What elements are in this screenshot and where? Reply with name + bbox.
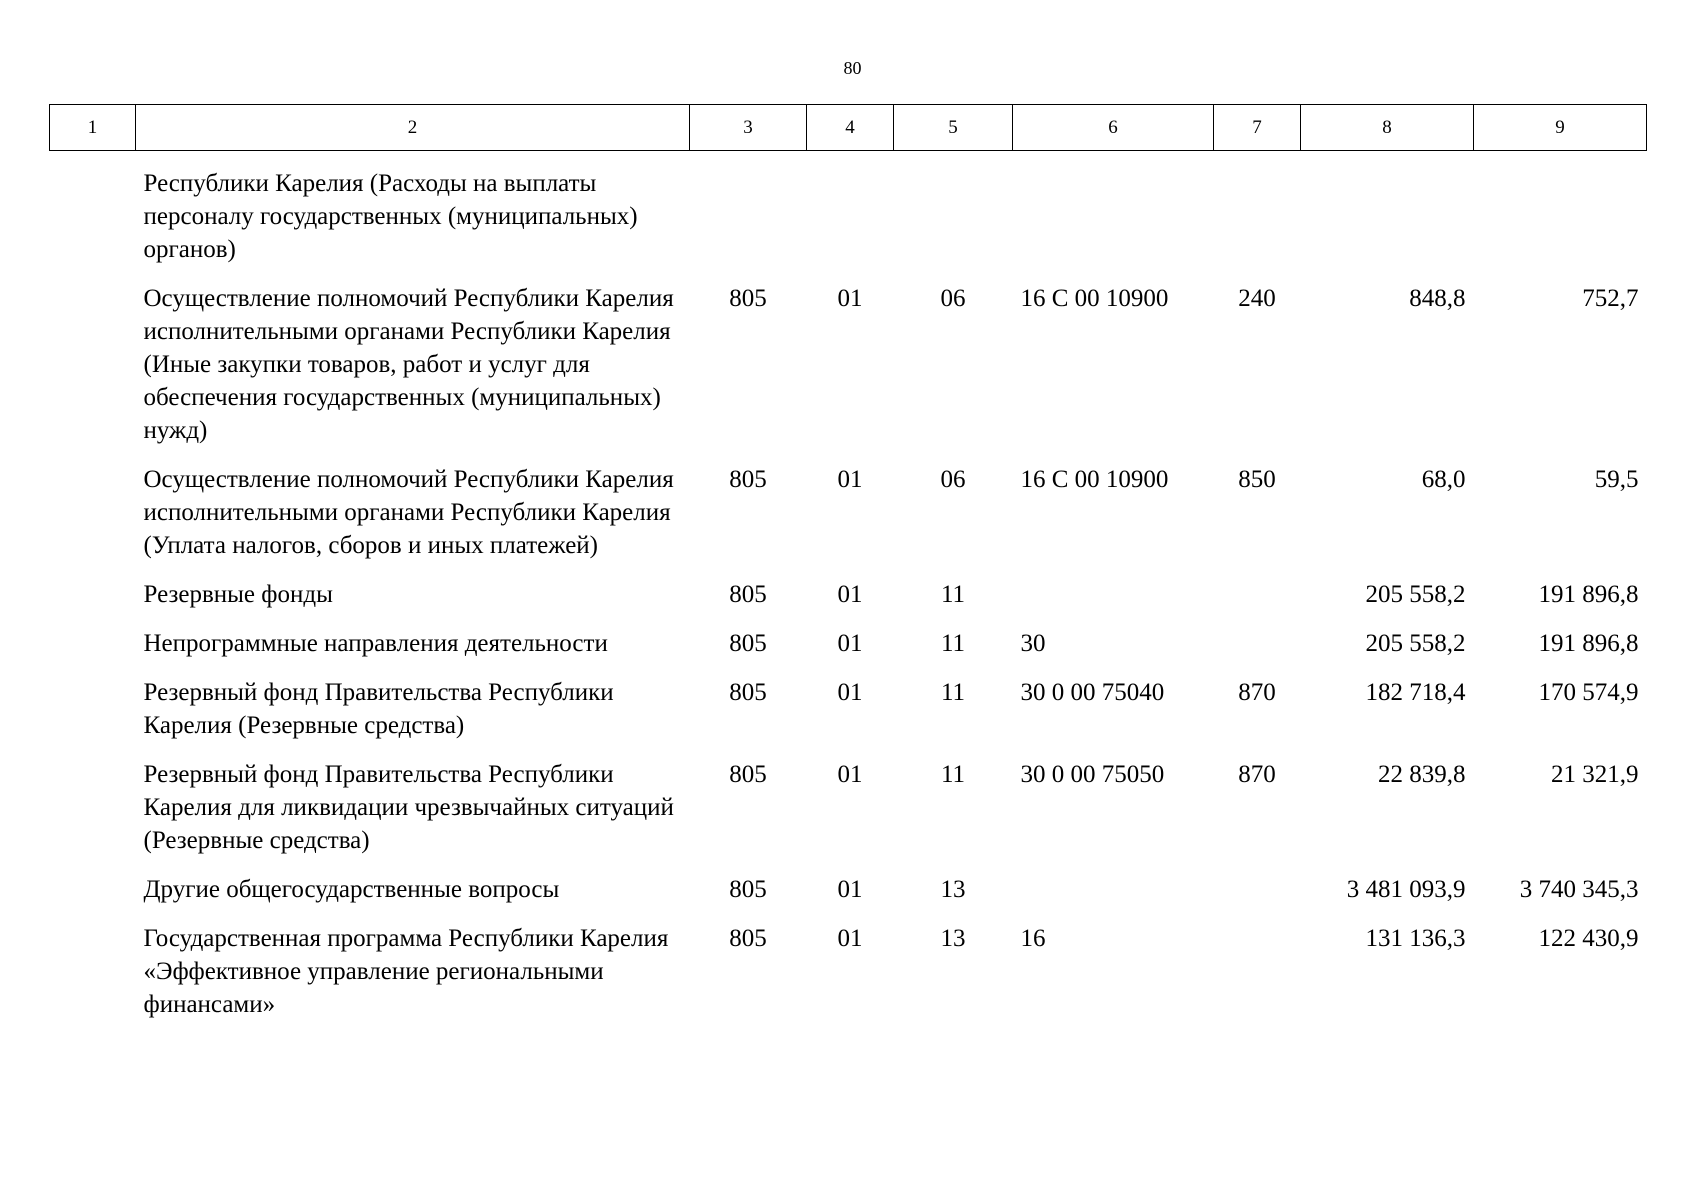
row-col-1 (50, 873, 136, 906)
row-col-1 (50, 282, 136, 447)
column-header-5: 5 (894, 105, 1013, 151)
row-target-article: 16 С 00 10900 (1020, 285, 1169, 312)
row-amount-2: 59,5 (1594, 466, 1639, 493)
row-expense-type (1214, 627, 1301, 660)
row-amount-1: 182 718,4 (1365, 679, 1466, 706)
table-row (50, 463, 1647, 562)
row-col-1 (50, 676, 136, 742)
row-section: 01 (837, 581, 863, 608)
row-amount-2: 122 430,9 (1538, 925, 1639, 952)
row-name: Осуществление полномочий Республики Карелия исполнительными органами Республики Карелия (Иные закупки товаров, работ и услуг для обеспечения государственных (муниципальных) нужд) (143, 285, 674, 444)
row-expense-type (1214, 578, 1301, 611)
row-col-1 (50, 463, 136, 562)
column-header-6: 6 (1013, 105, 1214, 151)
row-amount-1: 131 136,3 (1365, 925, 1466, 952)
row-ministry-code: 805 (729, 925, 767, 952)
row-amount-2: 191 896,8 (1538, 581, 1639, 608)
row-amount-1: 22 839,8 (1378, 761, 1466, 788)
row-col-1 (50, 167, 136, 266)
row-ministry-code: 805 (729, 761, 767, 788)
row-subsection: 11 (940, 679, 966, 706)
row-name: Непрограммные направления деятельности (143, 630, 608, 657)
row-amount-2: 170 574,9 (1538, 679, 1639, 706)
row-subsection: 11 (940, 581, 966, 608)
row-name: Другие общегосударственные вопросы (143, 876, 560, 903)
row-section: 01 (837, 761, 863, 788)
row-target-article (1013, 167, 1214, 266)
row-section: 01 (837, 630, 863, 657)
row-expense-type: 240 (1238, 285, 1276, 312)
row-subsection: 11 (940, 761, 966, 788)
row-amount-2: 21 321,9 (1551, 761, 1639, 788)
row-amount-2: 3 740 345,3 (1519, 876, 1639, 903)
budget-table (49, 104, 1647, 1021)
column-number-header-row (50, 105, 1647, 151)
column-header-2: 2 (136, 105, 690, 151)
column-header-3: 3 (690, 105, 807, 151)
row-section: 01 (837, 876, 863, 903)
table-row (50, 578, 1647, 611)
table-row (50, 758, 1647, 857)
column-header-4: 4 (807, 105, 894, 151)
row-expense-type (1214, 873, 1301, 906)
row-ministry-code (690, 167, 807, 266)
row-section: 01 (837, 466, 863, 493)
column-header-9: 9 (1474, 105, 1647, 151)
row-amount-2: 191 896,8 (1538, 630, 1639, 657)
column-header-1: 1 (50, 105, 136, 151)
row-ministry-code: 805 (729, 285, 767, 312)
row-target-article (1013, 578, 1214, 611)
row-ministry-code: 805 (729, 581, 767, 608)
row-subsection: 13 (940, 925, 966, 952)
table-row (50, 873, 1647, 906)
row-ministry-code: 805 (729, 679, 767, 706)
row-amount-2 (1474, 167, 1647, 266)
row-col-1 (50, 627, 136, 660)
row-expense-type: 850 (1238, 466, 1276, 493)
page-number: 80 (843, 58, 862, 78)
row-ministry-code: 805 (729, 876, 767, 903)
row-target-article (1013, 873, 1214, 906)
table-row (50, 167, 1647, 266)
row-amount-1: 3 481 093,9 (1346, 876, 1466, 903)
row-amount-1: 848,8 (1409, 285, 1466, 312)
row-name: Резервные фонды (143, 581, 333, 608)
row-subsection (894, 167, 1013, 266)
row-name: Резервный фонд Правительства Республики Карелия для ликвидации чрезвычайных ситуаций (Резервные средства) (143, 761, 674, 854)
row-target-article: 16 (1020, 925, 1046, 952)
row-amount-1: 205 558,2 (1365, 630, 1466, 657)
row-expense-type (1214, 167, 1301, 266)
row-section (807, 167, 894, 266)
row-section: 01 (837, 285, 863, 312)
row-target-article: 30 0 00 75040 (1020, 679, 1165, 706)
row-target-article: 30 0 00 75050 (1020, 761, 1165, 788)
row-expense-type (1214, 922, 1301, 1021)
row-section: 01 (837, 679, 863, 706)
table-row (50, 282, 1647, 447)
row-name: Республики Карелия (Расходы на выплаты персоналу государственных (муниципальных) органов) (143, 170, 638, 263)
row-subsection: 11 (940, 630, 966, 657)
row-name: Государственная программа Республики Карелия «Эффективное управление региональными финансами» (143, 925, 669, 1018)
row-amount-1: 205 558,2 (1365, 581, 1466, 608)
column-header-7: 7 (1214, 105, 1301, 151)
table-row (50, 627, 1647, 660)
row-expense-type: 870 (1238, 761, 1276, 788)
row-subsection: 06 (940, 285, 966, 312)
row-section: 01 (837, 925, 863, 952)
row-amount-1 (1301, 167, 1474, 266)
row-name: Осуществление полномочий Республики Карелия исполнительными органами Республики Карелия (Уплата налогов, сборов и иных платежей) (143, 466, 674, 559)
row-target-article: 16 С 00 10900 (1020, 466, 1169, 493)
row-col-1 (50, 578, 136, 611)
table-row (50, 922, 1647, 1021)
row-name: Резервный фонд Правительства Республики Карелия (Резервные средства) (143, 679, 614, 739)
row-subsection: 06 (940, 466, 966, 493)
row-target-article: 30 (1020, 630, 1046, 657)
table-row (50, 676, 1647, 742)
row-amount-1: 68,0 (1421, 466, 1466, 493)
row-ministry-code: 805 (729, 466, 767, 493)
column-header-8: 8 (1301, 105, 1474, 151)
row-amount-2: 752,7 (1582, 285, 1639, 312)
row-col-1 (50, 922, 136, 1021)
row-expense-type: 870 (1238, 679, 1276, 706)
row-subsection: 13 (940, 876, 966, 903)
row-col-1 (50, 758, 136, 857)
row-ministry-code: 805 (729, 630, 767, 657)
